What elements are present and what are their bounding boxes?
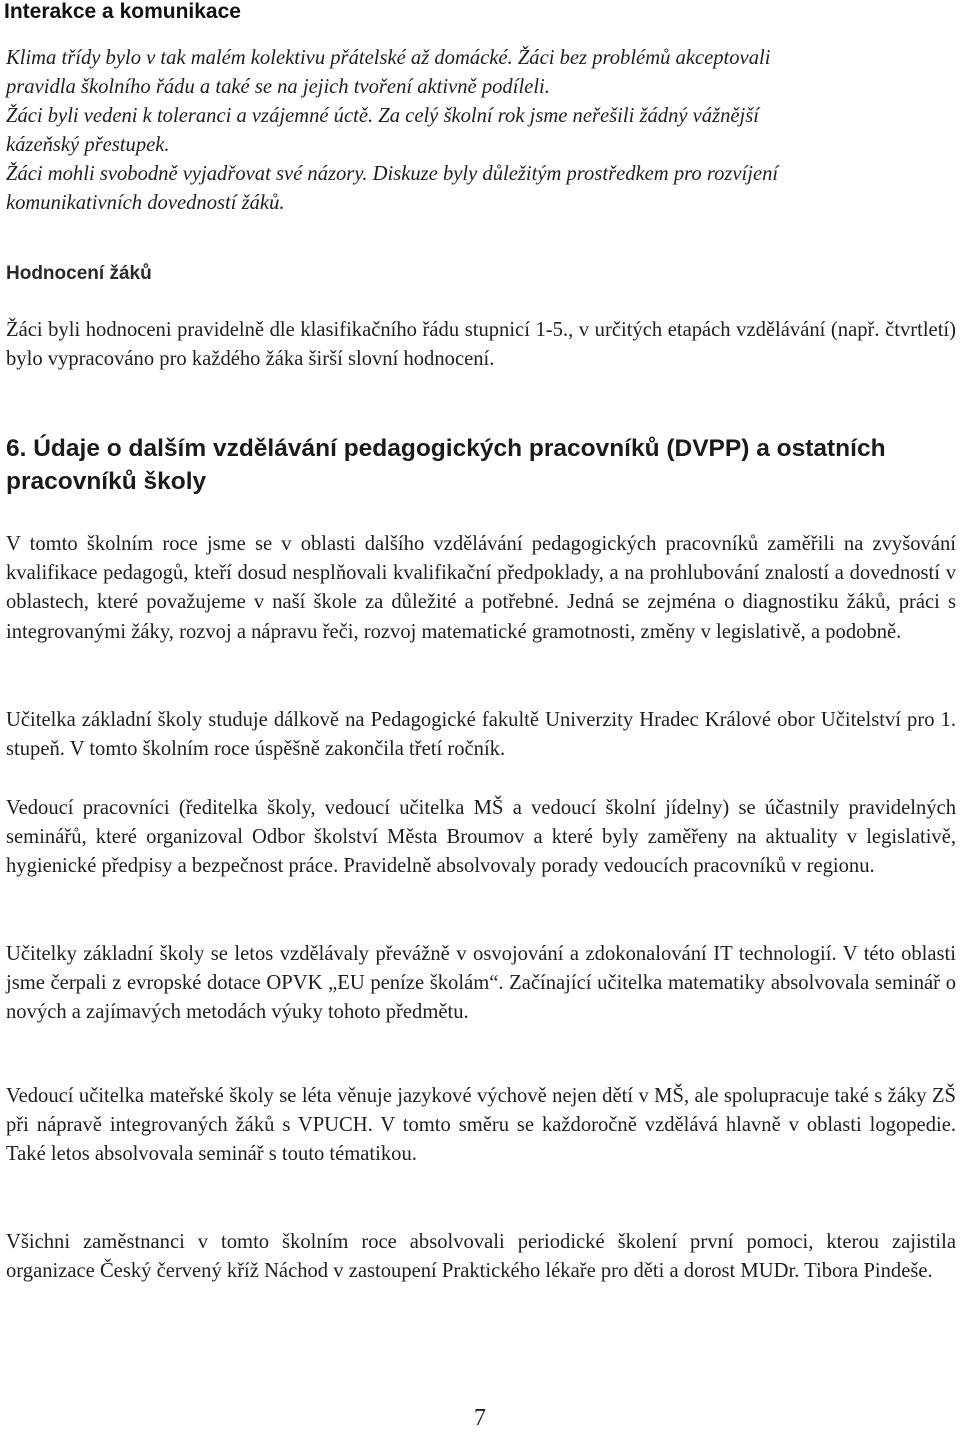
dvpp-paragraph-3: Vedoucí pracovníci (ředitelka školy, vedoucí učitelka MŠ a vedoucí školní jídelny) se účastnily pravidelných seminářů, které organizoval Odbor školství Města Broumov a které byly zaměřeny na aktuality v legislativě, hygienické předpisy a bezpečnost práce. Pravidelně absolvovaly porady vedoucích pracovníků v regionu. [6,797,956,878]
text-line: Klima třídy bylo v tak malém kolektivu přátelské až domácké. Žáci bez problémů akceptovali [6,47,771,69]
text-line: komunikativních dovedností žáků. [6,192,285,215]
dvpp-paragraph-4: Učitelky základní školy se letos vzdělávaly převážně v osvojování a zdokonalování IT technologií. V této oblasti jsme čerpali z evropské dotace OPVK „EU peníze školám“. Začínající učitelka matematiky absolvovala seminář o nových a zajímavých metodách výuky tohoto předmětu. [6,943,956,1024]
page-number: 7 [474,1405,486,1431]
text-line: pravidla školního řádu a také se na jejich tvoření aktivně podíleli. [6,76,550,99]
text-line: Žáci mohli svobodně vyjadřovat své názory. Diskuze byly důležitým prostředkem pro rozvíjení [6,163,779,185]
text-line: kázeňský přestupek. [6,134,170,157]
text-line: Žáci byli vedeni k toleranci a vzájemné úctě. Za celý školní rok jsme neřešili žádný vážnější [6,105,759,127]
section-heading-evaluation: Hodnocení žáků [6,263,152,284]
dvpp-paragraph-1: V tomto školním roce jsme se v oblasti dalšího vzdělávání pedagogických pracovníků zaměřili na zvyšování kvalifikace pedagogů, kteří dosud nesplňovali kvalifikační předpoklady, a na prohlubování znalostí a dovedností v oblastech, které považujeme v naší škole za důležité a potřebné. Jedná se zejména o diagnostiku žáků, práci s integrovanými žáky, rozvoj a nápravu řeči, rozvoj matematické gramotnosti, změny v legislativě, a podobně. [6,533,956,643]
evaluation-paragraph: Žáci byli hodnoceni pravidelně dle klasifikačního řádu stupnicí 1-5., v určitých etapách vzdělávání (např. čtvrtletí) bylo vypracováno pro každého žáka širší slovní hodnocení. [6,319,956,371]
chapter-title: 6. Údaje o dalším vzdělávání pedagogických pracovníků (DVPP) a ostatních pracovníků školy [6,435,886,495]
interaction-paragraph-2 [6,102,956,160]
interaction-paragraph-1 [6,44,956,102]
dvpp-paragraph-6: Všichni zaměstnanci v tomto školním roce absolvovali periodické školení první pomoci, kterou zajistila organizace Český červený kříž Náchod v zastoupení Praktického lékaře pro děti a dorost MUDr. Tibora Pindeše. [6,1231,956,1283]
interaction-paragraph-3 [6,160,956,218]
section-heading-interaction: Interakce a komunikace [4,0,241,23]
dvpp-paragraph-2: Učitelka základní školy studuje dálkově na Pedagogické fakultě Univerzity Hradec Králové obor Učitelství pro 1. stupeň. V tomto školním roce úspěšně zakončila třetí ročník. [6,709,956,761]
dvpp-paragraph-5: Vedoucí učitelka mateřské školy se léta věnuje jazykové výchově nejen dětí v MŠ, ale spolupracuje také s žáky ZŠ při nápravě integrovaných žáků s VPUCH. V tomto směru se každoročně vzdělává hlavně v oblasti logopedie. Také letos absolvovala seminář s touto tématikou. [6,1085,956,1166]
